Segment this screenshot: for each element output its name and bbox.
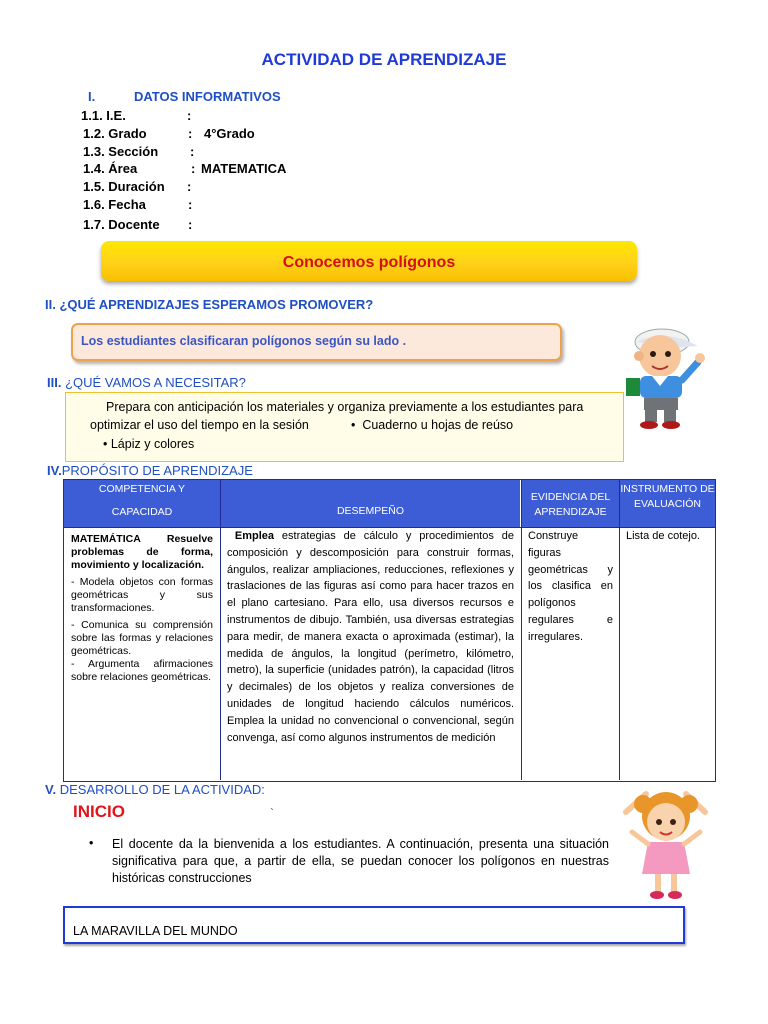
- bullet-text: Lápiz y colores: [110, 437, 195, 451]
- capacidad-3: - Argumenta afirmaciones sobre relaciones geométricas.: [71, 658, 213, 683]
- datos-sep: :: [191, 161, 196, 176]
- header-instrumento: INSTRUMENTO DE EVALUACIÓN: [620, 480, 715, 527]
- section3-number: III.: [47, 375, 62, 390]
- datos-value: 4°Grado: [204, 126, 255, 141]
- datos-sep: :: [188, 197, 193, 212]
- header-competencia-line2: CAPACIDAD: [111, 506, 173, 518]
- girl-illustration: [618, 782, 713, 904]
- section3-title: ¿QUÉ VAMOS A NECESITAR?: [65, 375, 246, 390]
- datos-label: 1.7. Docente: [83, 217, 160, 232]
- purpose-table: [63, 479, 716, 782]
- bullet-text: Cuaderno u hojas de reúso: [362, 418, 514, 432]
- materials-bullet-2: • Lápiz y colores: [103, 437, 195, 451]
- datos-label: 1.1. I.E.: [81, 108, 126, 123]
- datos-sep: :: [187, 108, 192, 123]
- section4-number: IV.: [47, 463, 62, 478]
- competencia-main: MATEMÁTICA Resuelve problemas de forma, movimiento y localización.: [71, 533, 213, 571]
- cell-instrumento: Lista de cotejo.: [626, 530, 700, 542]
- maravilla-box: [63, 906, 685, 944]
- column-divider: [220, 480, 221, 780]
- section3-header: [47, 375, 246, 390]
- inicio-bullet-text: El docente da la bienvenida a los estudiantes. A continuación, presenta una situación significativa para que, a partir de ella, se puedan conocer los polígonos en nuestras históricas construcciones: [112, 837, 609, 885]
- header-competencia-line1: COMPETENCIA Y: [98, 483, 186, 495]
- datos-label: 1.5. Duración: [83, 179, 165, 194]
- cell-desempeno: [227, 528, 514, 780]
- materials-box: [65, 392, 624, 462]
- capacidad-1: - Modela objetos con formas geométricas y sus transformaciones.: [71, 576, 213, 614]
- header-competencia: [64, 480, 220, 527]
- bullet-dot: •: [89, 836, 94, 850]
- section5-header: [45, 782, 265, 797]
- section1-title: DATOS INFORMATIVOS: [134, 89, 281, 104]
- section5-number: V.: [45, 782, 57, 797]
- section5-title: DESARROLLO DE LA ACTIVIDAD:: [59, 782, 265, 797]
- learning-goal-box: [71, 323, 562, 361]
- boy-illustration: [618, 312, 713, 430]
- topic-banner: Conocemos polígonos: [101, 241, 637, 281]
- datos-label: 1.2. Grado: [83, 126, 147, 141]
- learning-goal-text: Los estudiantes clasificaran polígonos según su lado .: [81, 334, 407, 348]
- datos-sep: :: [188, 126, 193, 141]
- datos-sep: :: [190, 144, 195, 159]
- datos-sep: :: [188, 217, 193, 232]
- section2-number: II.: [45, 297, 56, 312]
- datos-sep: :: [187, 179, 192, 194]
- section1-number: I.: [88, 89, 96, 104]
- section4-header: [47, 463, 253, 478]
- stray-mark: `: [270, 806, 274, 820]
- materials-line1: Prepara con anticipación los materiales y organiza previamente a los estudiantes para: [106, 400, 584, 414]
- section4-title: PROPÓSITO DE APRENDIZAJE: [61, 463, 253, 478]
- header-desempeno: DESEMPEÑO: [221, 480, 520, 527]
- column-divider: [619, 480, 620, 780]
- datos-label: 1.6. Fecha: [83, 197, 146, 212]
- desempeno-lead: Emplea: [234, 530, 275, 542]
- desempeno-text: estrategias de cálculo y procedimientos de composición y descomposición para construir formas, ángulos, realizar ampliaciones, reducciones, reflexiones y traslaciones de las figuras así como para hacer trazos en el plano cartesiano. Para ello, usa diversos recursos e instrumentos de dibujo. También, usa diversas estrategias para medir, de manera exacta o aproximada (estimar), la medida de ángulos, la longitud (perímetro, kilómetro, metro), la superficie (unidades patrón), la capacidad (litros y decimales) de los objetos y realiza conversiones de unidades de longitud haciendo cálculos numéricos. Emplea la unidad no convencional o convencional, según convenga, así como algunos instrumentos de medición: [227, 530, 514, 744]
- section2-header: [45, 297, 373, 312]
- section2-title: ¿QUÉ APRENDIZAJES ESPERAMOS PROMOVER?: [59, 297, 374, 312]
- capacidad-2: - Comunica su comprensión sobre las formas y relaciones geométricas.: [71, 619, 213, 657]
- cell-competencia: [71, 528, 213, 780]
- materials-line2: optimizar el uso del tiempo en la sesión: [90, 418, 309, 432]
- datos-value: MATEMATICA: [201, 161, 287, 176]
- header-evidencia: EVIDENCIA DEL APRENDIZAJE: [522, 480, 619, 527]
- materials-bullet-1: • Cuaderno u hojas de reúso: [351, 418, 514, 432]
- cell-evidencia: Construye figuras geométricas y los clasifica en polígonos regulares e irregulares.: [528, 530, 613, 643]
- maravilla-text: LA MARAVILLA DEL MUNDO: [73, 924, 238, 938]
- column-divider: [521, 480, 522, 780]
- datos-label: 1.3. Sección: [83, 144, 159, 159]
- datos-label: 1.4. Área: [83, 161, 138, 176]
- page-title: ACTIVIDAD DE APRENDIZAJE: [261, 50, 507, 69]
- inicio-heading: INICIO: [73, 802, 125, 821]
